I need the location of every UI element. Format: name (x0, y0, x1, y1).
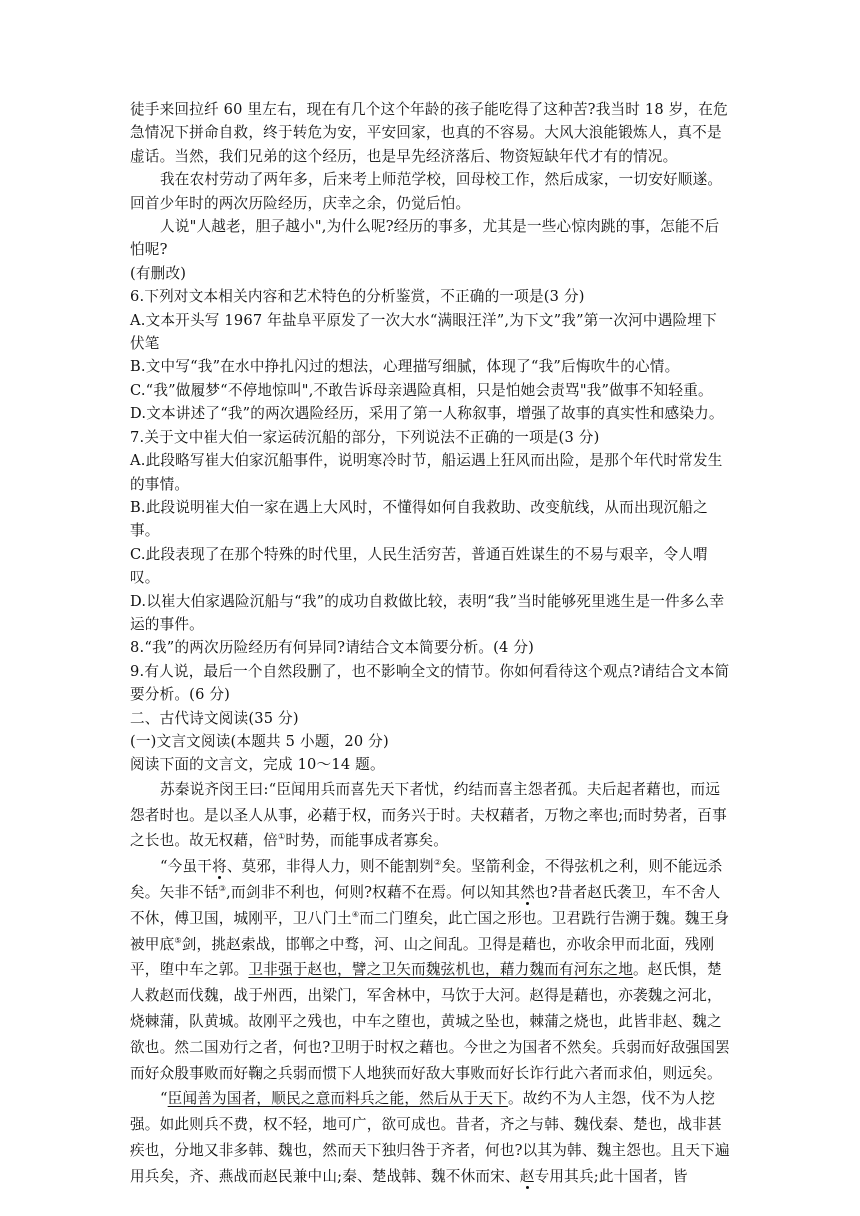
classical-text-run: 刿 (419, 858, 434, 876)
classical-text-run: 、莫邪，非得人力，则不能割 (226, 858, 420, 876)
question-7-option-c: C.此段表现了在那个特殊的时代里，人民生活穷苦，普通百姓谋生的不易与艰辛，令人喟叹。 (130, 545, 708, 587)
classical-text-run: 矣。坚箭利金，不得弦机之利，则不能远杀矣。矢非不 (130, 858, 723, 901)
question-7-option-a: A.此段略写崔大伯家沉船事件，说明寒冷时节，船运遇上狂风而出险，是那个年代时常发生的事情。 (130, 452, 723, 493)
emphasis-dot-word: 然 (520, 883, 535, 901)
classical-text-run: 时势，而能事成者寡矣。 (285, 832, 449, 850)
footnote-marker: ② (433, 858, 442, 868)
question-6-option-d: D.文本讲述了“我”的两次遇险经历，采用了第一人称叙事，增强了故事的真实性和感染力。 (130, 405, 724, 423)
question-9: 9.有人说，最后一个自然段删了，也不影响全文的情节。你如何看待这个观点?请结合文本简要分析。(6 分) (130, 662, 730, 704)
classical-text-run: 铦 (203, 883, 219, 901)
classical-text-run: 剑，挑赵索战，邯郸之中骛，河、山之间乱。卫得是藉也，亦收余甲而北面，残刚平，堕中车之郭。 (130, 935, 715, 979)
classical-text (130, 777, 730, 1190)
classical-text-run: “ (160, 1090, 168, 1108)
question-7: 7.关于文中崔大伯一家运砖沉船的部分，下列说法不正确的一项是(3 分) (130, 428, 600, 446)
classical-text-run: 。故约不为人主怨，伐不为人挖强。如此则兵不费，权不轻，地可广，欲可成也。昔者，齐之与韩、魏伐秦、楚也，战非甚疾也，分地又非多韩、魏也，然而天下独归咎于齐者，何也?以其为韩、魏主怨也。且天下遍用兵矣，齐、燕战而赵民兼中山;秦、楚战韩、魏不休而宋、 (130, 1090, 730, 1185)
classical-text-run: 专用其兵;此十国者，皆 (534, 1167, 688, 1185)
footnote-marker: ⑤ (174, 935, 182, 945)
paragraph-1: 徒手来回拉纤 60 里左右，现在有几个这个年龄的孩子能吃得了这种苦?我当时 18 岁，在危急情况下拼命自救，终于转危为安，平安回家，也真的不容易。大风大浪能锻炼人，真不是虚话。当然，我们兄弟的这个经历，也是早先经济落后、物资短缺年代才有的情况。 (130, 101, 728, 165)
classical-text-run: “今虽干 (160, 858, 213, 876)
classical-text-run: 。赵氏惧，楚人救赵而伐魏，战于州西，出梁门，军舍林中，马饮于大河。赵得是藉也，亦袭魏之河北，烧棘蒲，队黄城。故刚平之残也，中车之堕也，黄城之坠也，棘蒲之烧也，此皆非赵、魏之欲也。然二国劝行之者，何也?卫明于时权之藉也。今世之为国者不然矣。兵弱而好敌强国罢而好众殷事败而好鞠之兵弱而惯下人地狭而好敌大事败而好长诈行此六者而求伯，则远矣。 (130, 961, 730, 1082)
classical-paragraph-2 (130, 854, 730, 1086)
classical-text-run: 苏秦说齐闵王曰:“臣闻用兵而喜先天下者忧，约结而喜主怨者孤。夫后起者藉也，而远怨者时也。是以圣人从事，必藉于权，而务兴于时。夫权藉者，万物之率也;而时势者，百事之长也。故无权藉，倍 (130, 780, 727, 850)
classical-paragraph-1 (130, 777, 730, 854)
classical-text-run: 而二门堕矣，此亡国之形也。卫君跣行告溯于魏。魏王身被甲底 (130, 909, 730, 953)
question-7-option-b: B.此段说明崔大伯一家在遇上大风时，不懂得如何自我救助、改变航线，从而出现沉船之事。 (130, 498, 708, 540)
emphasis-dot-word: 将 (212, 858, 227, 876)
footnote-marker: ④ (351, 909, 360, 919)
classical-text-run: ,而剑非不利也，何则?权藉不在焉。何以知其 (226, 883, 521, 901)
question-7-option-d: D.以崔大伯家遇险沉船与“我”的成功自救做比较，表明“我”当时能够死里逃生是一件多么幸运的事件。 (130, 592, 725, 633)
document-page (130, 98, 730, 1190)
paragraph-3: 人说"人越老，胆子越小",为什么呢?经历的事多，尤其是一些心惊肉跳的事，怎能不后怕呢? (130, 218, 720, 259)
section-heading: 二、古代诗文阅读(35 分) (130, 709, 299, 727)
underlined-sentence: 臣闻善为国者，顺民之意而料兵之能，然后从于天下 (167, 1090, 508, 1108)
question-6-option-c: C.“我”做履梦“不停地惊叫",不敢告诉母亲遇险真相，只是怕她会责骂"我”做事不知轻重。 (130, 381, 713, 399)
question-8: 8.“我”的两次历险经历有何异同?请结合文本简要分析。(4 分) (130, 639, 535, 657)
classical-paragraph-3 (130, 1086, 730, 1189)
footnote-marker: ③ (218, 884, 227, 894)
question-6: 6.下列对文本相关内容和艺术特色的分析鉴赏，不正确的一项是(3 分) (130, 288, 585, 306)
paragraph-2: 我在农村劳动了两年多，后来考上师范学校，回母校工作，然后成家，一切安好顺遂。回首少年时的两次历险经历，庆幸之余，仍觉后怕。 (130, 171, 723, 212)
underlined-sentence: 卫非强于赵也，譬之卫矢而魏弦机也，藉力魏而有河东之地 (248, 961, 633, 979)
classical-text-run: 也?昔者赵氏袭卫，车不舍人不休，傅卫国，城刚平，卫八门土 (130, 883, 721, 927)
emphasis-dot-word: 赵 (519, 1167, 535, 1185)
question-6-option-a: A.文本开头写 1967 年盐阜平原发了一次大水“满眼汪洋”,为下文”我”第一次河中遇险埋下伏笔 (130, 311, 717, 353)
footnote-marker: ① (277, 832, 286, 842)
source-note: (有删改) (130, 264, 187, 282)
subsection-heading: (一)文言文阅读(本题共 5 小题，20 分) (130, 732, 389, 750)
question-6-option-b: B.文中写“我”在水中挣扎闪过的想法，心理描写细腻，体现了“我”后悔吹牛的心情。 (130, 358, 680, 376)
reading-instruction: 阅读下面的文言文，完成 10～14 题。 (130, 756, 385, 774)
